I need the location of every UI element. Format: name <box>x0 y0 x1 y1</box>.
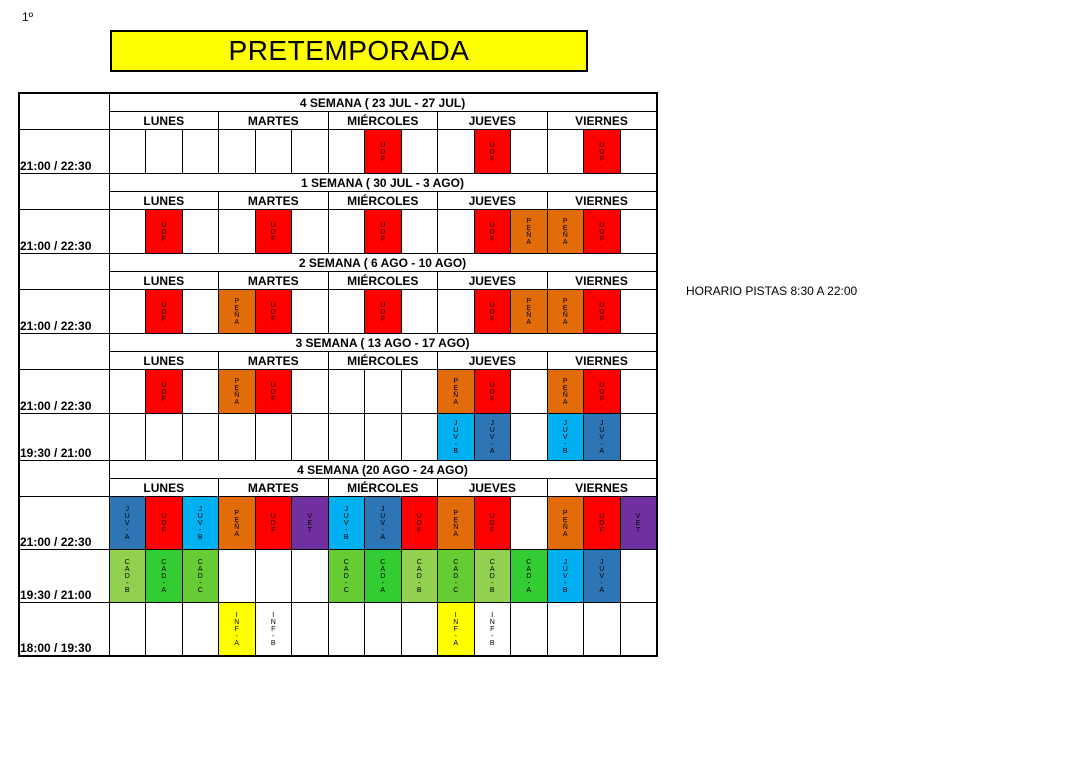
empty-slot <box>620 130 657 174</box>
team-code: U D F <box>161 513 167 534</box>
empty-slot <box>365 370 402 414</box>
team-code: P E Ñ A <box>234 298 240 326</box>
empty-slot <box>401 414 438 461</box>
empty-slot <box>182 130 219 174</box>
team-code: J U V - B <box>197 506 203 541</box>
team-code: C A D - A <box>380 559 386 594</box>
slot-udf <box>474 370 511 414</box>
slot-inf-a <box>219 603 256 656</box>
empty-slot <box>146 414 183 461</box>
team-code: U D F <box>161 221 167 243</box>
empty-slot <box>620 210 657 254</box>
slot-pena <box>219 370 256 414</box>
slot-udf <box>474 210 511 254</box>
slot-udf <box>584 130 621 174</box>
slot-udf <box>146 290 183 334</box>
empty-slot <box>401 370 438 414</box>
slot-udf <box>146 497 183 550</box>
day-header: JUEVES <box>438 192 548 210</box>
team-code: C A D - A <box>161 559 167 594</box>
day-header: MIÉRCOLES <box>328 272 438 290</box>
slot-udf <box>255 370 292 414</box>
day-header: JUEVES <box>438 112 548 130</box>
day-header: VIERNES <box>547 192 657 210</box>
slot-vet <box>292 497 329 550</box>
team-code: P E Ñ A <box>526 218 532 246</box>
slot-juv-a <box>474 414 511 461</box>
empty-slot <box>401 290 438 334</box>
slot-juv-b <box>182 497 219 550</box>
team-code: U D F <box>380 301 386 323</box>
slot-cad-c <box>182 550 219 603</box>
team-code: P E Ñ A <box>453 509 459 538</box>
team-code: J U V - A <box>599 559 605 594</box>
day-header: MARTES <box>219 192 329 210</box>
time-label: 21:00 / 22:30 <box>19 370 109 414</box>
empty-slot <box>438 210 475 254</box>
team-code: U D F <box>599 141 605 163</box>
week-corner-cell <box>19 174 109 210</box>
empty-slot <box>292 550 329 603</box>
time-label: 21:00 / 22:30 <box>19 497 109 550</box>
empty-slot <box>438 130 475 174</box>
day-header: JUEVES <box>438 479 548 497</box>
slot-pena <box>438 497 475 550</box>
team-code: J U V - A <box>599 420 605 455</box>
week-header: 1 SEMANA ( 30 JUL - 3 AGO) <box>109 174 657 192</box>
team-code: P E Ñ A <box>234 509 240 538</box>
empty-slot <box>292 370 329 414</box>
team-code: P E Ñ A <box>526 298 532 326</box>
slot-udf <box>474 497 511 550</box>
day-header: JUEVES <box>438 352 548 370</box>
team-code: U D F <box>270 513 276 534</box>
empty-slot <box>109 370 146 414</box>
empty-slot <box>109 130 146 174</box>
slot-juv-b <box>547 550 584 603</box>
empty-slot <box>219 130 256 174</box>
slot-pena <box>511 290 548 334</box>
week-corner-cell <box>19 254 109 290</box>
slot-cad-a <box>365 550 402 603</box>
court-hours-note: HORARIO PISTAS 8:30 A 22:00 <box>686 284 858 298</box>
team-code: J U V - A <box>489 420 495 455</box>
time-label: 21:00 / 22:30 <box>19 290 109 334</box>
team-code: J U V - B <box>343 506 349 541</box>
slot-vet <box>620 497 657 550</box>
team-code: C A D - A <box>526 559 532 594</box>
slot-udf <box>474 130 511 174</box>
slot-inf-b <box>474 603 511 656</box>
slot-udf <box>146 210 183 254</box>
team-code: U D F <box>599 221 605 243</box>
empty-slot <box>365 414 402 461</box>
empty-slot <box>292 130 329 174</box>
empty-slot <box>511 370 548 414</box>
time-label: 21:00 / 22:30 <box>19 130 109 174</box>
empty-slot <box>182 210 219 254</box>
team-code: V E T <box>307 513 313 534</box>
team-code: J U V - A <box>124 506 130 541</box>
slot-juv-a <box>365 497 402 550</box>
team-code: P E Ñ A <box>562 378 568 406</box>
team-code: I N F - A <box>453 611 459 647</box>
week-corner-cell <box>19 334 109 370</box>
team-code: U D F <box>270 221 276 243</box>
slot-cad-b <box>474 550 511 603</box>
week-header: 2 SEMANA ( 6 AGO - 10 AGO) <box>109 254 657 272</box>
team-code: C A D - C <box>197 559 203 594</box>
slot-udf <box>365 210 402 254</box>
slot-udf <box>255 210 292 254</box>
team-code: C A D - B <box>124 559 130 594</box>
empty-slot <box>292 210 329 254</box>
empty-slot <box>255 550 292 603</box>
team-code: U D F <box>599 381 605 403</box>
slot-udf <box>255 497 292 550</box>
slot-pena <box>219 290 256 334</box>
empty-slot <box>401 210 438 254</box>
team-code: C A D - C <box>343 559 349 594</box>
day-header: LUNES <box>109 352 219 370</box>
empty-slot <box>328 370 365 414</box>
team-code: J U V - A <box>380 506 386 541</box>
team-code: I N F - B <box>489 611 495 647</box>
team-code: U D F <box>270 301 276 323</box>
empty-slot <box>109 414 146 461</box>
week-corner-cell <box>19 93 109 130</box>
slot-pena <box>547 497 584 550</box>
empty-slot <box>182 414 219 461</box>
slot-pena <box>547 210 584 254</box>
slot-udf <box>584 290 621 334</box>
day-header: MARTES <box>219 272 329 290</box>
empty-slot <box>584 603 621 656</box>
team-code: U D F <box>270 381 276 403</box>
empty-slot <box>511 497 548 550</box>
slot-udf <box>474 290 511 334</box>
team-code: U D F <box>416 513 422 534</box>
time-label: 18:00 / 19:30 <box>19 603 109 656</box>
team-code: U D F <box>489 141 495 163</box>
slot-cad-c <box>438 550 475 603</box>
week-header: 4 SEMANA (20 AGO - 24 AGO) <box>109 461 657 479</box>
empty-slot <box>182 370 219 414</box>
slot-pena <box>547 370 584 414</box>
team-code: C A D - B <box>416 559 422 594</box>
time-label: 19:30 / 21:00 <box>19 550 109 603</box>
empty-slot <box>255 130 292 174</box>
slot-juv-b <box>547 414 584 461</box>
slot-udf <box>401 497 438 550</box>
day-header: VIERNES <box>547 272 657 290</box>
day-header: LUNES <box>109 272 219 290</box>
day-header: MIÉRCOLES <box>328 112 438 130</box>
team-code: J U V - B <box>453 420 459 455</box>
week-header: 4 SEMANA ( 23 JUL - 27 JUL) <box>109 93 657 112</box>
slot-udf <box>365 290 402 334</box>
page-title: PRETEMPORADA <box>110 30 588 72</box>
team-code: I N F - A <box>234 611 240 647</box>
day-header: VIERNES <box>547 479 657 497</box>
schedule-table <box>18 92 658 657</box>
empty-slot <box>620 290 657 334</box>
team-code: P E Ñ A <box>453 378 459 406</box>
team-code: U D F <box>599 301 605 323</box>
empty-slot <box>328 210 365 254</box>
empty-slot <box>620 603 657 656</box>
empty-slot <box>328 290 365 334</box>
empty-slot <box>328 130 365 174</box>
slot-cad-b <box>401 550 438 603</box>
empty-slot <box>547 603 584 656</box>
team-code: U D F <box>489 381 495 403</box>
empty-slot <box>292 603 329 656</box>
empty-slot <box>547 130 584 174</box>
empty-slot <box>511 130 548 174</box>
empty-slot <box>438 290 475 334</box>
empty-slot <box>219 210 256 254</box>
team-code: U D F <box>599 513 605 534</box>
empty-slot <box>219 414 256 461</box>
empty-slot <box>146 130 183 174</box>
empty-slot <box>328 603 365 656</box>
team-code: U D F <box>161 381 167 403</box>
day-header: MARTES <box>219 112 329 130</box>
slot-pena <box>438 370 475 414</box>
empty-slot <box>511 603 548 656</box>
slot-udf <box>255 290 292 334</box>
slot-pena <box>511 210 548 254</box>
slot-udf <box>584 210 621 254</box>
team-code: J U V - B <box>562 420 568 455</box>
empty-slot <box>292 290 329 334</box>
empty-slot <box>182 290 219 334</box>
slot-inf-b <box>255 603 292 656</box>
team-code: U D F <box>380 141 386 163</box>
slot-juv-b <box>328 497 365 550</box>
day-header: VIERNES <box>547 112 657 130</box>
empty-slot <box>620 550 657 603</box>
slot-juv-a <box>584 414 621 461</box>
empty-slot <box>401 603 438 656</box>
empty-slot <box>620 370 657 414</box>
week-corner-cell <box>19 461 109 497</box>
slot-udf <box>146 370 183 414</box>
team-code: P E Ñ A <box>562 218 568 246</box>
day-header: MIÉRCOLES <box>328 192 438 210</box>
slot-inf-a <box>438 603 475 656</box>
team-code: U D F <box>489 301 495 323</box>
empty-slot <box>365 603 402 656</box>
team-code: U D F <box>161 301 167 323</box>
day-header: JUEVES <box>438 272 548 290</box>
empty-slot <box>401 130 438 174</box>
time-label: 21:00 / 22:30 <box>19 210 109 254</box>
day-header: LUNES <box>109 112 219 130</box>
slot-pena <box>547 290 584 334</box>
day-header: VIERNES <box>547 352 657 370</box>
empty-slot <box>328 414 365 461</box>
slot-udf <box>365 130 402 174</box>
slot-cad-c <box>328 550 365 603</box>
empty-slot <box>219 550 256 603</box>
slot-udf <box>584 497 621 550</box>
slot-juv-b <box>438 414 475 461</box>
slot-pena <box>219 497 256 550</box>
slot-cad-a <box>146 550 183 603</box>
day-header: MIÉRCOLES <box>328 479 438 497</box>
slot-juv-a <box>584 550 621 603</box>
team-code: P E Ñ A <box>562 509 568 538</box>
empty-slot <box>109 210 146 254</box>
empty-slot <box>292 414 329 461</box>
team-code: P E Ñ A <box>234 378 240 406</box>
empty-slot <box>146 603 183 656</box>
team-code: J U V - B <box>562 559 568 594</box>
team-code: U D F <box>489 513 495 534</box>
team-code: I N F - B <box>270 611 276 647</box>
day-header: MARTES <box>219 352 329 370</box>
empty-slot <box>182 603 219 656</box>
page-number: 1º <box>22 10 34 24</box>
day-header: MARTES <box>219 479 329 497</box>
slot-cad-b <box>109 550 146 603</box>
day-header: LUNES <box>109 192 219 210</box>
slot-juv-a <box>109 497 146 550</box>
empty-slot <box>109 290 146 334</box>
team-code: U D F <box>380 221 386 243</box>
day-header: MIÉRCOLES <box>328 352 438 370</box>
empty-slot <box>620 414 657 461</box>
day-header: LUNES <box>109 479 219 497</box>
empty-slot <box>511 414 548 461</box>
time-label: 19:30 / 21:00 <box>19 414 109 461</box>
team-code: U D F <box>489 221 495 243</box>
slot-cad-a <box>511 550 548 603</box>
empty-slot <box>255 414 292 461</box>
week-header: 3 SEMANA ( 13 AGO - 17 AGO) <box>109 334 657 352</box>
team-code: C A D - C <box>453 559 459 594</box>
team-code: C A D - B <box>489 559 495 594</box>
empty-slot <box>109 603 146 656</box>
team-code: P E Ñ A <box>562 298 568 326</box>
team-code: V E T <box>635 513 641 534</box>
slot-udf <box>584 370 621 414</box>
